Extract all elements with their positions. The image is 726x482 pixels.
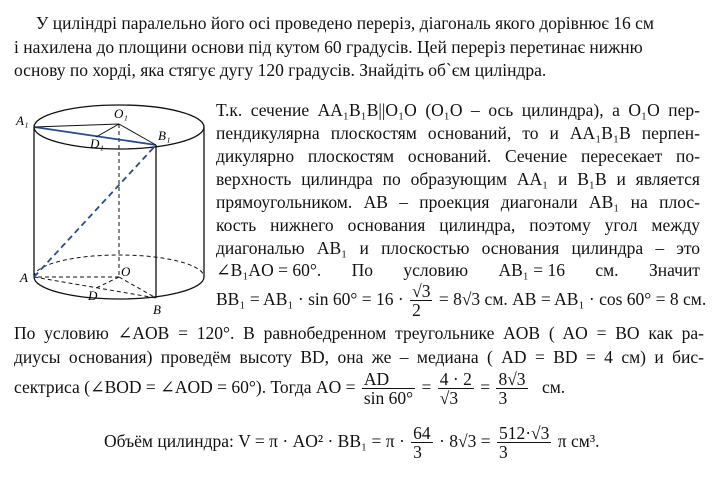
diagonal-ab1 bbox=[34, 145, 156, 277]
formula-bb1 bbox=[216, 282, 706, 319]
label-d1: D₁ bbox=[90, 136, 104, 151]
formula-volume-lead: Объём цилиндра: V = π · AO² · BB₁ = π · bbox=[104, 430, 405, 451]
segment-od bbox=[96, 277, 119, 288]
word-usloviyu: условию bbox=[403, 260, 469, 280]
fraction-denominator: √3 bbox=[439, 388, 459, 408]
bottom-base-front bbox=[34, 277, 204, 299]
label-b: B bbox=[153, 302, 161, 317]
formula-bb1-right: = 8√3 см. AB = AB₁ · cos 60° = 8 см. bbox=[438, 288, 707, 309]
fraction-numerator: 512·√3 bbox=[498, 423, 550, 443]
solution-line-6: кость нижнего основания цилиндра, поэтому угол между bbox=[216, 215, 700, 235]
segment-o1a1 bbox=[34, 124, 119, 127]
solution-line-11: диусы основания) проведём высоту BD, она же – медиана ( AD = BD = 4 см) и бис- bbox=[14, 347, 704, 367]
label-a: A bbox=[20, 270, 28, 285]
solution-line-3: дикулярно плоскостям оснований. Сечение пересекает по- bbox=[216, 146, 700, 166]
formula-ao bbox=[14, 370, 565, 407]
formula-ao-lead: сектриса (∠BOD = ∠AOD = 60°). Тогда AO = bbox=[14, 376, 356, 397]
label-b1: B₁ bbox=[158, 128, 171, 143]
formula-volume-mid: · 8√3 = bbox=[439, 430, 491, 451]
equals-sign: = bbox=[421, 376, 432, 397]
label-d: D bbox=[88, 288, 98, 303]
unit-sm: см. bbox=[595, 260, 619, 280]
formula-volume-tail: π см³. bbox=[557, 430, 600, 451]
problem-line-1: У циліндрі паралельно його осі проведено переріз, діагональ якого дорівнює 16 см bbox=[36, 13, 654, 33]
fraction-denominator: 3 bbox=[413, 442, 422, 462]
fraction-numerator: √3 bbox=[412, 281, 431, 301]
fraction-numerator: AD bbox=[362, 370, 415, 389]
problem-line-2: і нахилена до площини основи під кутом 60 градусів. Цей переріз перетинає нижню bbox=[14, 37, 643, 57]
solution-line-10: По условию ∠AOB = 120°. В равнобедренном треугольнике AOB ( AO = BO как ра- bbox=[14, 323, 704, 343]
solution-line-5: прямоугольником. AB – проекция диагонали AB₁ на плос- bbox=[216, 192, 700, 212]
solution-line-2: пендикулярна плоскостям оснований, то и AA₁B₁B перпен- bbox=[216, 123, 700, 143]
fraction-sqrt3-over-2 bbox=[410, 282, 432, 319]
problem-line-3: основу по хорді, яка стягує дугу 120 градусів. Знайдіть об`єм циліндра. bbox=[14, 60, 547, 80]
fraction-64-over-3 bbox=[411, 424, 433, 461]
fraction-512sqrt3-over-3 bbox=[497, 424, 551, 461]
fraction-denominator: 2 bbox=[412, 300, 421, 320]
angle-statement: ∠B₁AO = 60°. bbox=[216, 260, 322, 280]
equals-sign: = bbox=[480, 376, 491, 397]
word-po: По bbox=[351, 260, 373, 280]
cylinder-figure bbox=[14, 92, 224, 317]
word-znachit: Значит bbox=[648, 260, 700, 280]
fraction-ad-over-sin60 bbox=[362, 370, 415, 407]
label-o: O bbox=[121, 264, 131, 279]
label-o1: O₁ bbox=[114, 106, 128, 121]
fraction-denominator: 3 bbox=[498, 442, 508, 462]
solution-line-4: верхность цилиндра по образующим AA₁ и B₁B и является bbox=[216, 169, 700, 189]
fraction-numerator: 8√3 bbox=[498, 369, 526, 389]
formula-bb1-left: BB₁ = AB₁ · sin 60° = 16 · bbox=[216, 288, 404, 309]
solution-line-7: диагональю AB₁ и плоскостью основания цилиндра – это bbox=[216, 238, 700, 258]
solution-line-1: Т.к. сечение AA₁B₁B||O₁O (O₁O – ось цилиндра), а O₁O пер- bbox=[216, 100, 700, 120]
fraction-8sqrt3-over-3 bbox=[496, 370, 527, 407]
fraction-denominator: sin 60° bbox=[363, 388, 414, 408]
formula-volume bbox=[104, 424, 599, 461]
label-a1: A₁ bbox=[16, 113, 29, 128]
fraction-numerator: 64 bbox=[413, 423, 431, 443]
ab1-value: AB₁ = 16 bbox=[498, 260, 565, 280]
solution-line-8 bbox=[216, 260, 700, 280]
unit-sm: см. bbox=[541, 376, 566, 397]
fraction-4x2-over-sqrt3 bbox=[438, 370, 474, 407]
fraction-numerator: 4 · 2 bbox=[439, 369, 472, 389]
fraction-denominator: 3 bbox=[498, 388, 508, 408]
